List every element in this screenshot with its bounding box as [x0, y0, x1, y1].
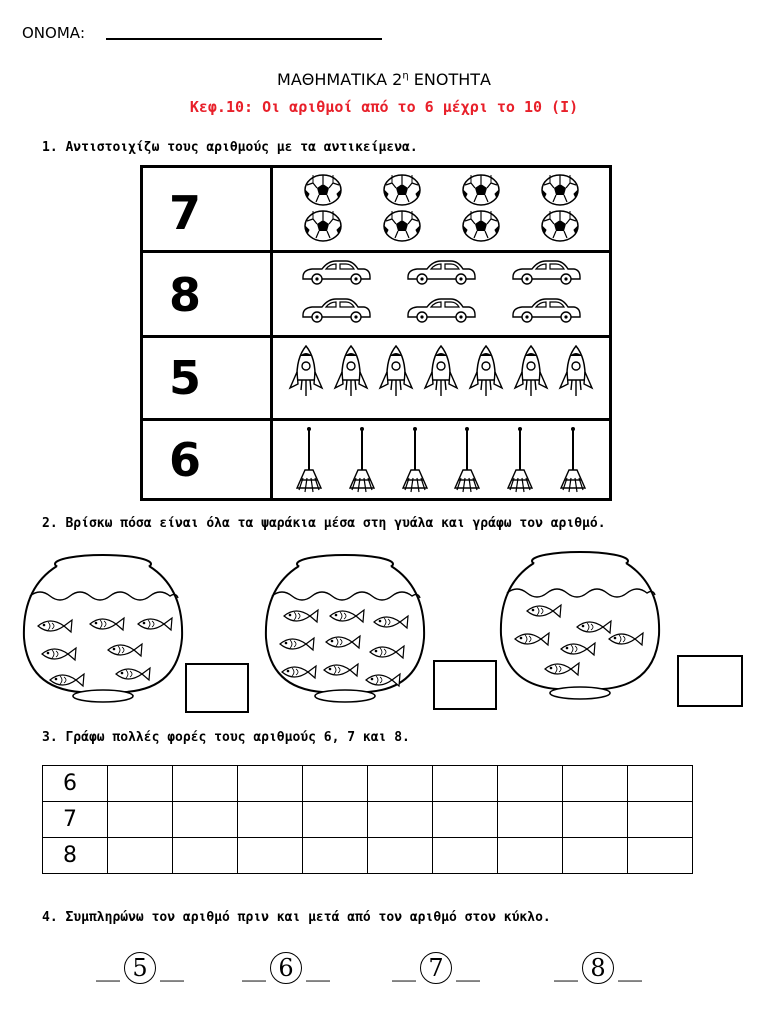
grid-cell[interactable]	[238, 802, 303, 838]
grid-cell[interactable]	[303, 766, 368, 802]
rocket-icon	[423, 344, 459, 408]
question-2: 2. Βρίσκω πόσα είναι όλα τα ψαράκια μέσα στη γυάλα και γράφω τον αριθμό.	[42, 516, 606, 531]
sequence-item	[554, 952, 642, 984]
broom-icon	[502, 426, 538, 498]
soccer-row-top[interactable]	[283, 174, 599, 210]
grid-cell[interactable]	[433, 802, 498, 838]
car-icon	[300, 296, 372, 328]
blank-after[interactable]: __	[618, 954, 642, 982]
car-icon	[300, 258, 372, 290]
car-icon	[510, 258, 582, 290]
fishbowl-1	[20, 548, 186, 708]
grid-row-number: 6	[43, 766, 108, 802]
number-8[interactable]: 8	[169, 268, 202, 322]
rocket-icon	[333, 344, 369, 408]
grid-cell[interactable]	[368, 802, 433, 838]
matching-exercise	[140, 165, 612, 501]
grid-row	[43, 766, 693, 802]
rocket-icon	[513, 344, 549, 408]
question-4: 4. Συμπληρώνω τον αριθμό πριν και μετά από τον αριθμό στον κύκλο.	[42, 910, 551, 925]
broom-icon	[555, 426, 591, 498]
blank-after[interactable]: __	[160, 954, 184, 982]
grid-cell[interactable]	[238, 766, 303, 802]
circled-number: 5	[124, 952, 156, 984]
name-field-line[interactable]	[106, 38, 382, 40]
soccer-ball-icon	[304, 174, 342, 210]
blank-before[interactable]: __	[96, 954, 120, 982]
grid-row	[43, 802, 693, 838]
grid-cell[interactable]	[173, 838, 238, 874]
name-label: ΟΝΟΜΑ:	[22, 24, 86, 42]
circled-number: 8	[582, 952, 614, 984]
blank-after[interactable]: __	[456, 954, 480, 982]
broom-icon	[449, 426, 485, 498]
answer-box-2[interactable]	[433, 660, 497, 710]
rocket-icon	[468, 344, 504, 408]
car-row-bottom[interactable]	[283, 294, 599, 330]
rocket-row[interactable]	[283, 344, 599, 408]
blank-before[interactable]: __	[392, 954, 416, 982]
rocket-icon	[558, 344, 594, 408]
chapter-subtitle: Κεφ.10: Οι αριθμοί από το 6 μέχρι το 10 (Ι)	[189, 98, 579, 116]
broom-icon	[397, 426, 433, 498]
rocket-icon	[378, 344, 414, 408]
number-7[interactable]: 7	[169, 186, 202, 240]
soccer-row-bottom[interactable]	[283, 210, 599, 246]
grid-cell[interactable]	[563, 838, 628, 874]
sequence-item	[392, 952, 480, 984]
objects-column	[270, 165, 612, 501]
circled-number: 6	[270, 952, 302, 984]
blank-after[interactable]: __	[306, 954, 330, 982]
grid-cell[interactable]	[173, 802, 238, 838]
fishbowl-3	[497, 545, 663, 705]
rocket-icon	[288, 344, 324, 408]
soccer-ball-icon	[304, 210, 342, 246]
car-row-top[interactable]	[283, 256, 599, 292]
soccer-ball-icon	[541, 210, 579, 246]
grid-cell[interactable]	[498, 838, 563, 874]
grid-cell[interactable]	[108, 802, 173, 838]
soccer-ball-icon	[383, 174, 421, 210]
grid-cell[interactable]	[368, 766, 433, 802]
grid-row	[43, 838, 693, 874]
grid-cell[interactable]	[628, 766, 693, 802]
soccer-ball-icon	[462, 210, 500, 246]
car-icon	[405, 296, 477, 328]
grid-cell[interactable]	[173, 766, 238, 802]
broom-row[interactable]	[283, 426, 599, 498]
answer-box-1[interactable]	[185, 663, 249, 713]
broom-icon	[344, 426, 380, 498]
number-column	[140, 165, 270, 501]
grid-cell[interactable]	[433, 766, 498, 802]
grid-cell[interactable]	[563, 766, 628, 802]
blank-before[interactable]: __	[242, 954, 266, 982]
fishbowl-2	[262, 548, 428, 708]
grid-cell[interactable]	[628, 802, 693, 838]
grid-row-number: 8	[43, 838, 108, 874]
grid-cell[interactable]	[108, 766, 173, 802]
answer-box-3[interactable]	[677, 655, 743, 707]
soccer-ball-icon	[541, 174, 579, 210]
page-title: ΜΑΘΗΜΑΤΙΚΑ $2^\eta$ ΕΝΟΤΗΤΑ	[277, 70, 491, 89]
circled-number: 7	[420, 952, 452, 984]
grid-cell[interactable]	[498, 802, 563, 838]
grid-cell[interactable]	[108, 838, 173, 874]
grid-cell[interactable]	[303, 838, 368, 874]
blank-before[interactable]: __	[554, 954, 578, 982]
number-6[interactable]: 6	[169, 433, 202, 487]
question-1: 1. Αντιστοιχίζω τους αριθμούς με τα αντικείμενα.	[42, 140, 418, 155]
grid-cell[interactable]	[368, 838, 433, 874]
broom-icon	[291, 426, 327, 498]
grid-row-number: 7	[43, 802, 108, 838]
number-5[interactable]: 5	[169, 351, 202, 405]
sequence-item	[96, 952, 184, 984]
grid-cell[interactable]	[563, 802, 628, 838]
soccer-ball-icon	[383, 210, 421, 246]
car-icon	[405, 258, 477, 290]
grid-cell[interactable]	[238, 838, 303, 874]
car-icon	[510, 296, 582, 328]
soccer-ball-icon	[462, 174, 500, 210]
grid-cell[interactable]	[498, 766, 563, 802]
sequence-item	[242, 952, 330, 984]
grid-cell[interactable]	[628, 838, 693, 874]
grid-cell[interactable]	[303, 802, 368, 838]
writing-grid	[42, 765, 693, 874]
grid-cell[interactable]	[433, 838, 498, 874]
question-3: 3. Γράφω πολλές φορές τους αριθμούς 6, 7 και 8.	[42, 730, 410, 745]
